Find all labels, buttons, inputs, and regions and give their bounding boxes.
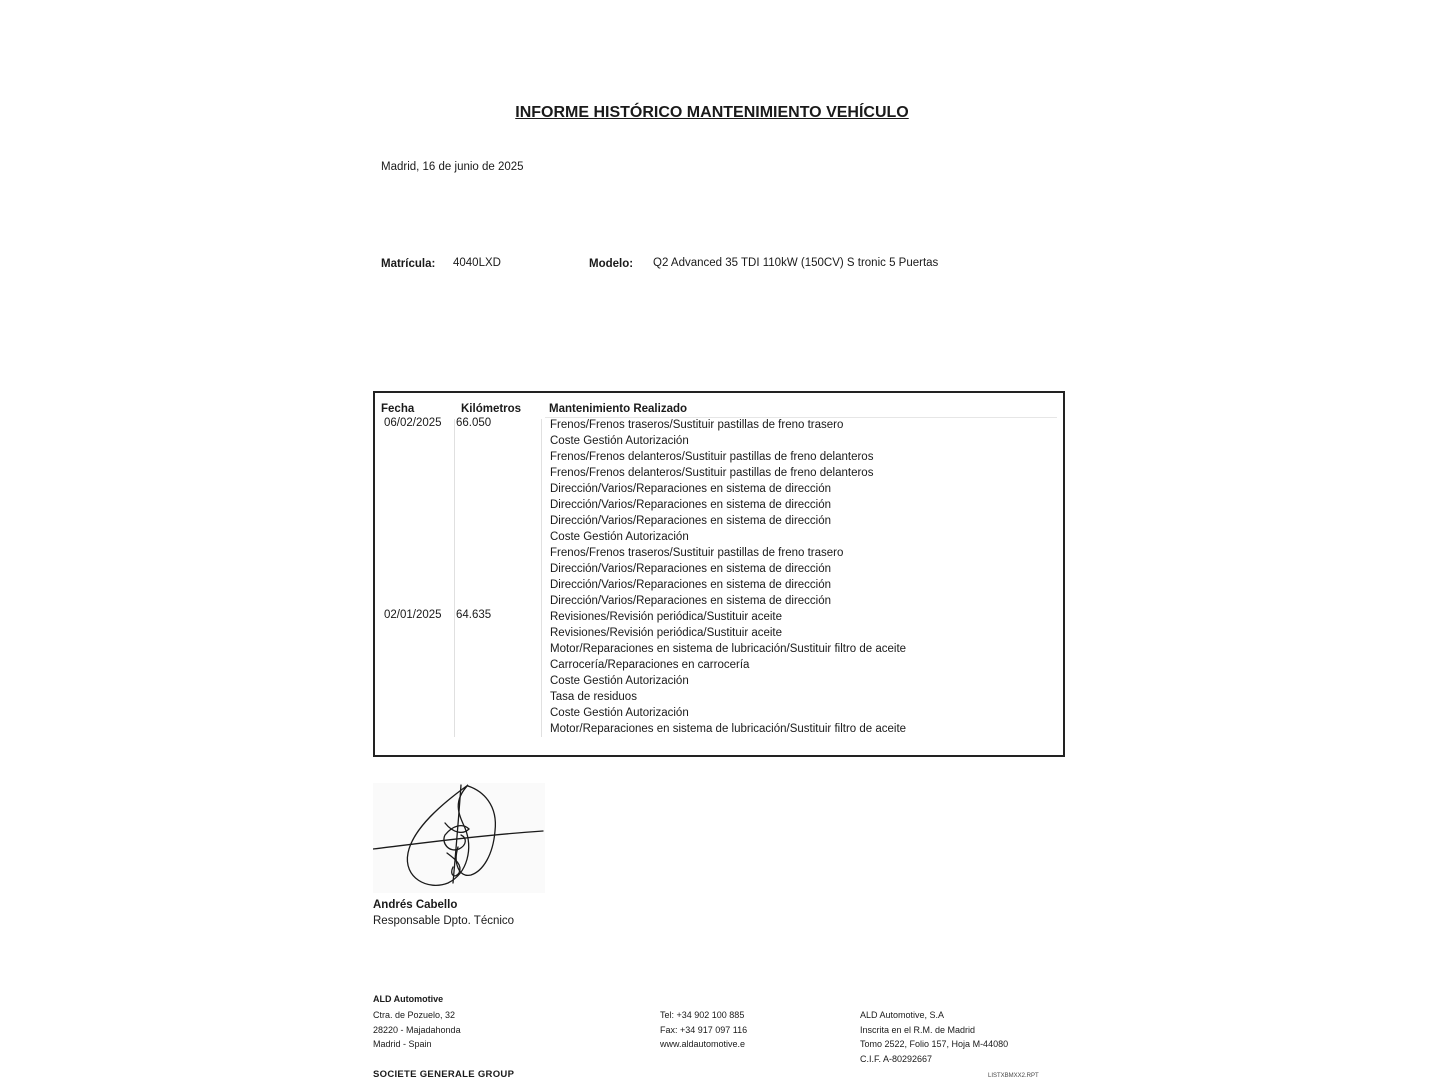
maintenance-row: Tasa de residuos (550, 691, 637, 703)
maintenance-row: Dirección/Varios/Reparaciones en sistema de dirección (550, 515, 832, 527)
plate-value: 4040LXD (453, 257, 501, 269)
column-divider (454, 419, 455, 737)
entry-date: 02/01/2025 (384, 609, 442, 621)
footer-legal-line: C.I.F. A-80292667 (860, 1053, 933, 1064)
document-date: Madrid, 16 de junio de 2025 (381, 161, 524, 173)
maintenance-row: Revisiones/Revisión periódica/Sustituir aceite (550, 627, 783, 639)
entry-km: 66.050 (456, 417, 492, 429)
header-kilometros: Kilómetros (461, 403, 522, 415)
footer-company: ALD Automotive (373, 994, 444, 1004)
footer-phone: Tel: +34 902 100 885 (660, 1010, 745, 1020)
maintenance-row: Revisiones/Revisión periódica/Sustituir aceite (550, 611, 783, 623)
footer-fax: Fax: +34 917 097 116 (660, 1024, 748, 1035)
footer-legal-line: ALD Automotive, S.A (860, 1010, 945, 1020)
footer-address-line: 28220 - Majadahonda (373, 1024, 461, 1035)
maintenance-row: Motor/Reparaciones en sistema de lubricación/Sustituir filtro de aceite (550, 643, 907, 655)
maintenance-row: Dirección/Varios/Reparaciones en sistema de dirección (550, 483, 832, 495)
maintenance-row: Dirección/Varios/Reparaciones en sistema de dirección (550, 579, 832, 591)
model-value: Q2 Advanced 35 TDI 110kW (150CV) S tronic 5 Puertas (653, 257, 939, 269)
footer-address (373, 1008, 461, 1052)
footer-legal-line: Tomo 2522, Folio 157, Hoja M-44080 (860, 1039, 1009, 1049)
footer-address-line: Madrid - Spain (373, 1039, 432, 1049)
document-title: INFORME HISTÓRICO MANTENIMIENTO VEHÍCULO (515, 104, 909, 121)
footer-website: www.aldautomotive.e (660, 1039, 746, 1049)
maintenance-list (550, 417, 906, 737)
maintenance-row: Frenos/Frenos delanteros/Sustituir pastillas de freno delanteros (550, 467, 874, 479)
column-divider (541, 419, 542, 737)
maintenance-row: Dirección/Varios/Reparaciones en sistema de dirección (550, 499, 832, 511)
model-label: Modelo: (589, 258, 634, 270)
maintenance-table (373, 391, 1065, 757)
maintenance-row: Coste Gestión Autorización (550, 435, 689, 447)
maintenance-row: Dirección/Varios/Reparaciones en sistema de dirección (550, 595, 832, 607)
header-mantenimiento: Mantenimiento Realizado (549, 403, 688, 415)
footer-contact (660, 1008, 747, 1052)
maintenance-row: Coste Gestión Autorización (550, 675, 689, 687)
signature-area (373, 783, 545, 893)
header-fecha: Fecha (381, 403, 415, 415)
footer-legal-line: Inscrita en el R.M. de Madrid (860, 1024, 976, 1035)
maintenance-row: Motor/Reparaciones en sistema de lubricación/Sustituir filtro de aceite (550, 723, 907, 735)
maintenance-row: Frenos/Frenos delanteros/Sustituir pastillas de freno delanteros (550, 451, 874, 463)
signature-scribble (373, 783, 545, 893)
maintenance-row: Coste Gestión Autorización (550, 707, 689, 719)
maintenance-row: Coste Gestión Autorización (550, 531, 689, 543)
maintenance-row: Carrocería/Reparaciones en carrocería (550, 659, 750, 671)
signatory-role: Responsable Dpto. Técnico (373, 915, 515, 927)
signatory-name: Andrés Cabello (373, 899, 458, 911)
plate-label: Matrícula: (381, 258, 436, 270)
maintenance-row: Frenos/Frenos traseros/Sustituir pastillas de freno trasero (550, 419, 844, 431)
entry-km: 64.635 (456, 609, 492, 621)
footer-legal (860, 1008, 1008, 1066)
maintenance-row: Frenos/Frenos traseros/Sustituir pastillas de freno trasero (550, 547, 844, 559)
entry-date: 06/02/2025 (384, 417, 442, 429)
footer-group: SOCIETE GENERALE GROUP (373, 1069, 515, 1080)
footer-address-line: Ctra. de Pozuelo, 32 (373, 1010, 456, 1020)
footer-reference: LISTXBMXX2.RPT (988, 1073, 1039, 1079)
maintenance-row: Dirección/Varios/Reparaciones en sistema de dirección (550, 563, 832, 575)
